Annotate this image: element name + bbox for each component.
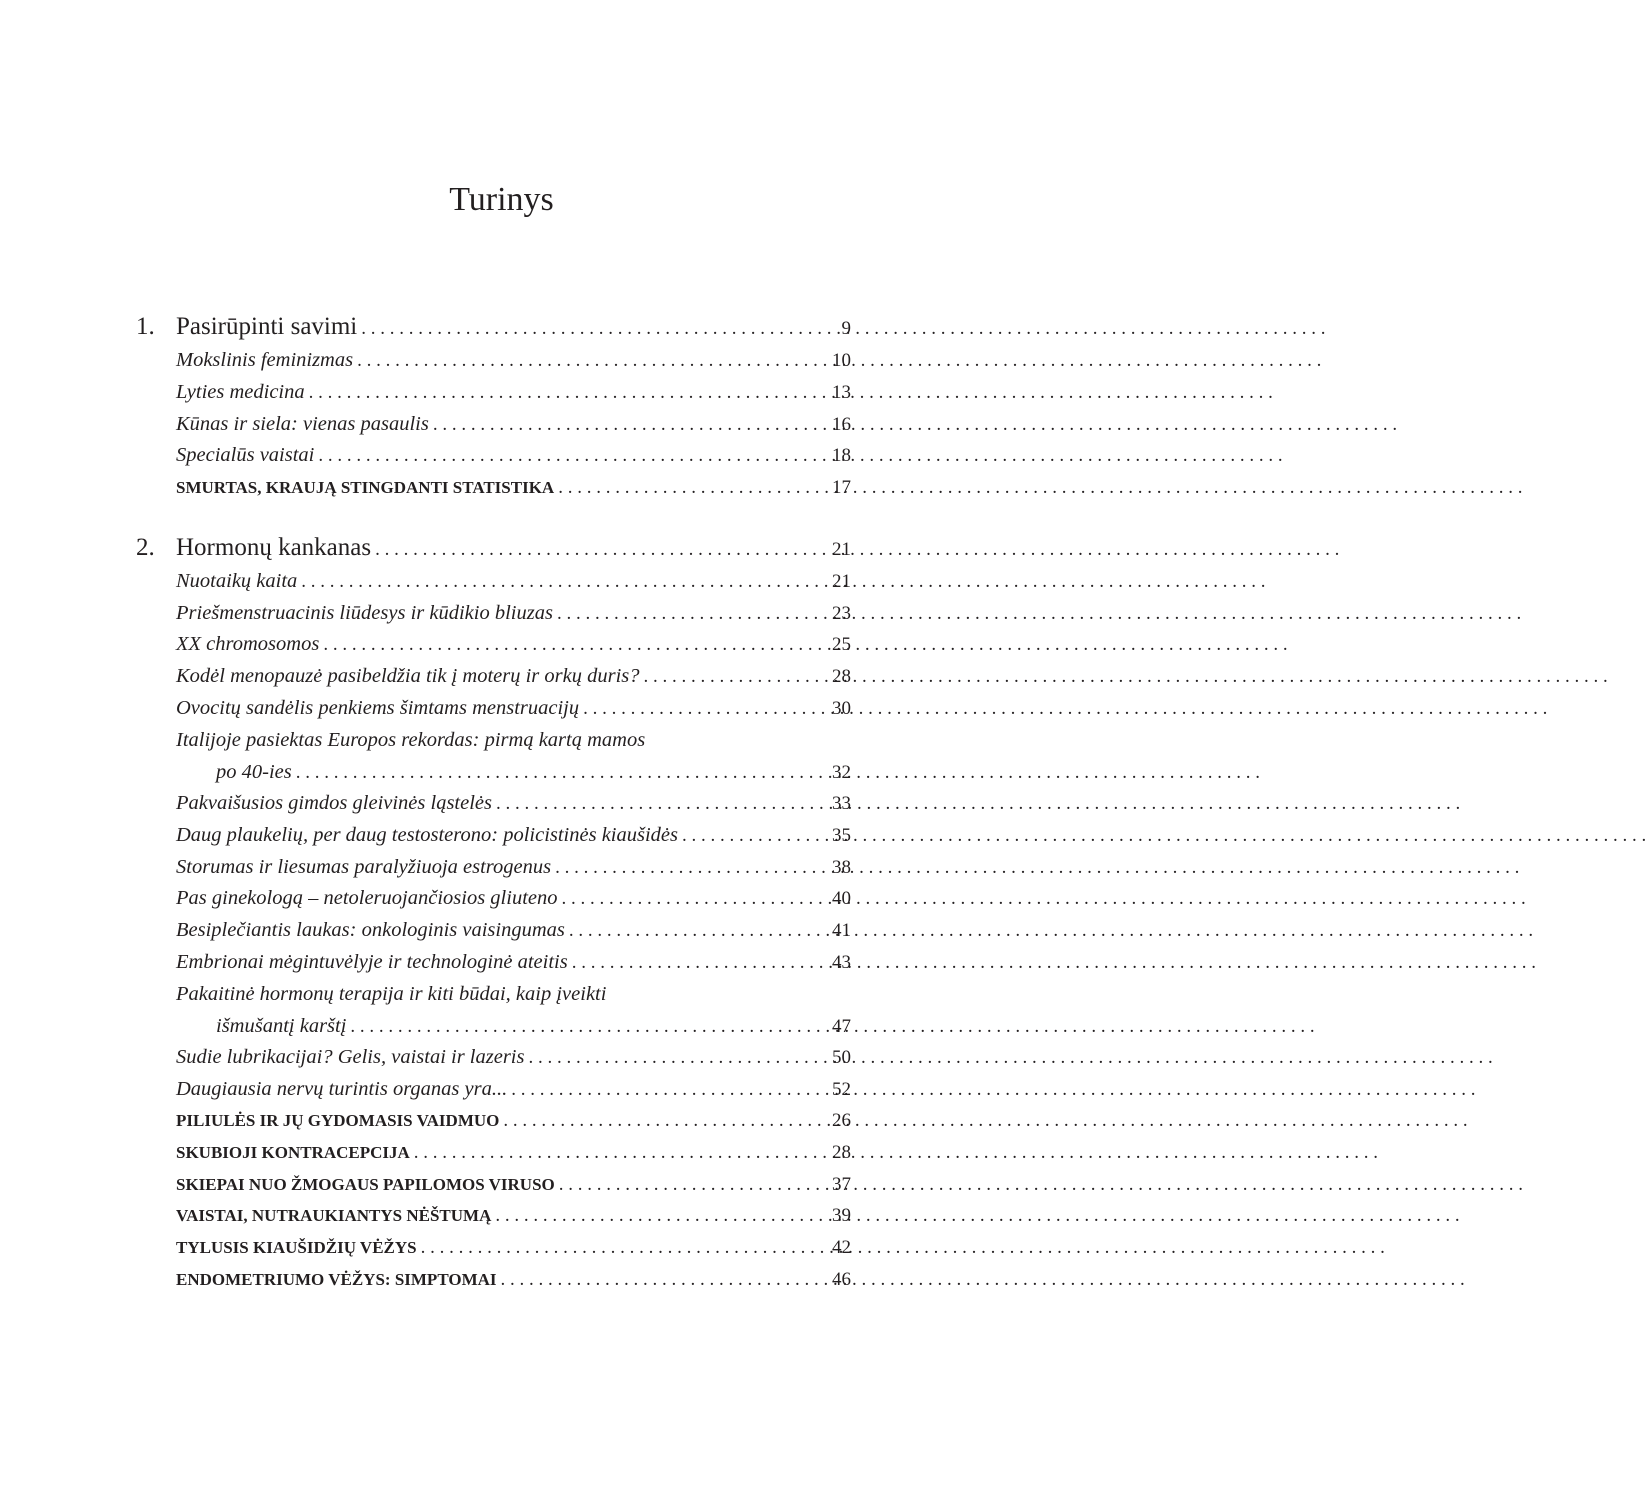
toc-entry[interactable] [176,600,851,627]
chapter-title: Pasirūpinti savimi [176,313,358,340]
page-number: 37 [832,1174,851,1195]
dot-leader [561,886,830,912]
entry-title: Sudie lubrikacijai? Gelis, vaistai ir lazeris [176,1046,525,1068]
dot-leader [318,443,830,469]
entry-title: Daugiausia nervų turintis organas yra... [176,1078,508,1100]
dot-leader [361,314,839,344]
toc-box-entry[interactable] [176,1268,851,1292]
chapter-title: Hormonų kankanas [176,534,372,561]
entry-title: Storumas ir liesumas paralyžiuoja estrogenus [176,856,552,878]
entry-title: po 40-ies [216,761,292,783]
toc-entry-line1[interactable]: Pakaitinė hormonų terapija ir kiti būdai, kaip įveikti [176,983,607,1005]
entry-title: Pas ginekologą – netoleruojančiosios gliuteno [176,887,558,909]
toc-entry[interactable] [176,379,851,406]
toc-entry[interactable] [176,917,851,944]
toc-entry[interactable] [176,1076,851,1103]
dot-leader [495,1204,830,1228]
chapter-number: 2. [136,534,155,561]
dot-leader [572,950,830,976]
entry-title: Priešmenstruacinis liūdesys ir kūdikio bliuzas [176,602,553,624]
toc-entry[interactable] [176,822,851,849]
dot-leader [557,601,830,627]
toc-box-entry[interactable] [176,1236,851,1260]
page-number: 35 [832,825,851,846]
page-number: 32 [832,762,851,783]
page-number: 25 [832,634,851,655]
toc-entry[interactable] [176,1044,851,1071]
page-number: 43 [832,952,851,973]
toc-entry[interactable] [176,347,851,374]
page-number: 28 [832,666,851,687]
toc-entry[interactable] [216,759,851,786]
toc-entry[interactable] [176,695,851,722]
dot-leader [301,569,830,595]
page-number: 28 [832,1142,851,1163]
box-title: ENDOMETRIUMO VĖŽYS: SIMPTOMAI [176,1270,497,1289]
entry-title: Daug plaukelių, per daug testosterono: policistinės kiaušidės [176,824,678,846]
entry-title: Nuotaikų kaita [176,570,298,592]
dot-leader [558,476,830,500]
box-title: VAISTAI, NUTRAUKIANTYS NĖŠTUMĄ [176,1206,492,1225]
entry-title: Kūnas ir siela: vienas pasaulis [176,413,429,435]
toc-box-entry[interactable] [176,1173,851,1197]
dot-leader [357,348,830,374]
box-title: SMURTAS, KRAUJĄ STINGDANTI STATISTIKA [176,478,555,497]
dot-leader [682,823,830,849]
entry-title: Mokslinis feminizmas [176,349,354,371]
entry-title: Ovocitų sandėlis penkiems šimtams menstruacijų [176,697,580,719]
dot-leader [528,1045,830,1071]
page-number: 39 [832,1205,851,1226]
entry-title: Specialūs vaistai [176,444,315,466]
toc-entry[interactable] [176,790,851,817]
page-number: 23 [832,603,851,624]
dot-leader [350,1014,830,1040]
page-number: 21 [832,539,851,560]
entry-title: Pakvaišusios gimdos gleivinės ląstelės [176,792,492,814]
entry-title: Lyties medicina [176,381,305,403]
toc-box-entry[interactable] [176,476,851,500]
dot-leader [644,664,830,690]
dot-leader [555,855,830,881]
page-number: 50 [832,1047,851,1068]
toc-entry-line1[interactable]: Italijoje pasiektas Europos rekordas: pirmą kartą mamos [176,729,646,751]
dot-leader [511,1077,830,1103]
box-title: SKIEPAI NUO ŽMOGAUS PAPILOMOS VIRUSO [176,1175,555,1194]
page-number: 26 [832,1110,851,1131]
toc-entry[interactable] [176,442,851,469]
toc-chapter-1[interactable] [136,312,851,344]
page-number: 13 [832,382,851,403]
page-number: 46 [832,1269,851,1290]
entry-title: Kodėl menopauzė pasibeldžia tik į moterų ir orkų duris? [176,665,640,687]
dot-leader [496,791,830,817]
page-number: 33 [832,793,851,814]
dot-leader [375,535,830,565]
dot-leader [433,412,830,438]
page-number: 30 [832,698,851,719]
toc-entry[interactable] [176,949,851,976]
dot-leader [296,760,830,786]
dot-leader [421,1236,830,1260]
dot-leader [309,380,830,406]
toc-entry[interactable] [176,885,851,912]
page-number: 38 [832,857,851,878]
toc-box-entry[interactable] [176,1109,851,1133]
page-title: Turinys [449,181,554,218]
toc-entry[interactable] [176,663,851,690]
toc-entry[interactable] [176,411,851,438]
dot-leader [501,1268,830,1292]
page-number: 47 [832,1016,851,1037]
page-number: 17 [832,477,851,498]
toc-box-entry[interactable] [176,1141,851,1165]
entry-title: išmušantį karštį [216,1015,347,1037]
chapter-number: 1. [136,313,155,340]
dot-leader [583,696,830,722]
page-number: 41 [832,920,851,941]
toc-entry[interactable] [176,568,851,595]
box-title: TYLUSIS KIAUŠIDŽIŲ VĖŽYS [176,1238,417,1257]
page-number: 21 [832,571,851,592]
dot-leader [323,632,830,658]
dot-leader [569,918,830,944]
toc-entry[interactable] [216,1013,851,1040]
toc-entry[interactable] [176,631,851,658]
page-number: 42 [832,1237,851,1258]
dot-leader [503,1109,830,1133]
entry-title: XX chromosomos [176,633,320,655]
toc-box-entry[interactable] [176,1204,851,1228]
page-number: 9 [841,318,851,339]
page-number: 16 [832,414,851,435]
page-number: 52 [832,1079,851,1100]
box-title: PILIULĖS IR JŲ GYDOMASIS VAIDMUO [176,1111,500,1130]
page-number: 40 [832,888,851,909]
box-title: SKUBIOJI KONTRACEPCIJA [176,1143,410,1162]
toc-entry[interactable] [176,854,851,881]
entry-title: Besiplečiantis laukas: onkologinis vaisingumas [176,919,565,941]
toc-chapter-2[interactable] [136,533,851,565]
dot-leader [414,1141,830,1165]
entry-title: Embrionai mėgintuvėlyje ir technologinė ateitis [176,951,568,973]
page-number: 18 [832,445,851,466]
page-number: 10 [832,350,851,371]
dot-leader [559,1173,830,1197]
